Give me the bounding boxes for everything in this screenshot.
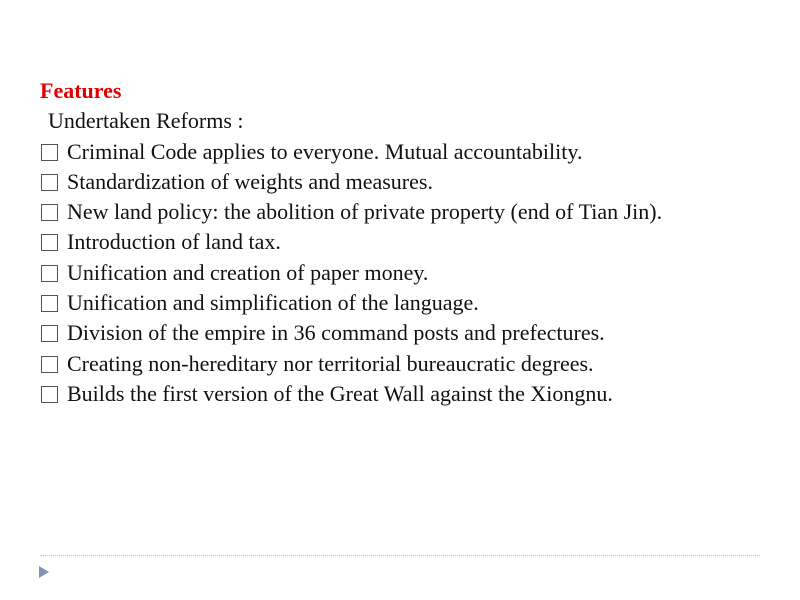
square-bullet-icon <box>41 265 58 282</box>
square-bullet-icon <box>41 295 58 312</box>
list-item <box>40 167 770 197</box>
list-item <box>40 349 770 379</box>
square-bullet-icon <box>41 144 58 161</box>
list-item <box>40 258 770 288</box>
list-item-text: Introduction of land tax. <box>67 229 281 255</box>
footer-divider <box>40 555 760 556</box>
square-bullet-icon <box>41 234 58 251</box>
list-item-text: Criminal Code applies to everyone. Mutual accountability. <box>67 138 583 164</box>
square-bullet-icon <box>41 386 58 403</box>
slide-heading: Features <box>40 78 122 103</box>
list-item-text: Unification and creation of paper money. <box>67 259 429 285</box>
square-bullet-icon <box>41 325 58 342</box>
list-item-text: Unification and simplification of the language. <box>67 290 479 316</box>
list-item-text: Standardization of weights and measures. <box>67 168 433 194</box>
slide-subheading: Undertaken Reforms : <box>48 108 244 134</box>
slide-content <box>40 76 770 409</box>
square-bullet-icon <box>41 204 58 221</box>
list-item <box>40 197 770 227</box>
list-item <box>40 137 770 167</box>
square-bullet-icon <box>41 174 58 191</box>
list-item-text: Division of the empire in 36 command posts and prefectures. <box>67 320 605 346</box>
square-bullet-icon <box>41 356 58 373</box>
list-item <box>40 318 770 348</box>
reform-list <box>40 137 770 410</box>
list-item-text: New land policy: the abolition of private property (end of Tian Jin). <box>67 199 663 225</box>
list-item-text: Builds the first version of the Great Wall against the Xiongnu. <box>67 380 613 406</box>
list-item <box>40 288 770 318</box>
list-item <box>40 379 770 409</box>
list-item <box>40 227 770 257</box>
triangle-right-icon <box>39 566 49 578</box>
list-item-text: Creating non-hereditary nor territorial bureaucratic degrees. <box>67 350 594 376</box>
